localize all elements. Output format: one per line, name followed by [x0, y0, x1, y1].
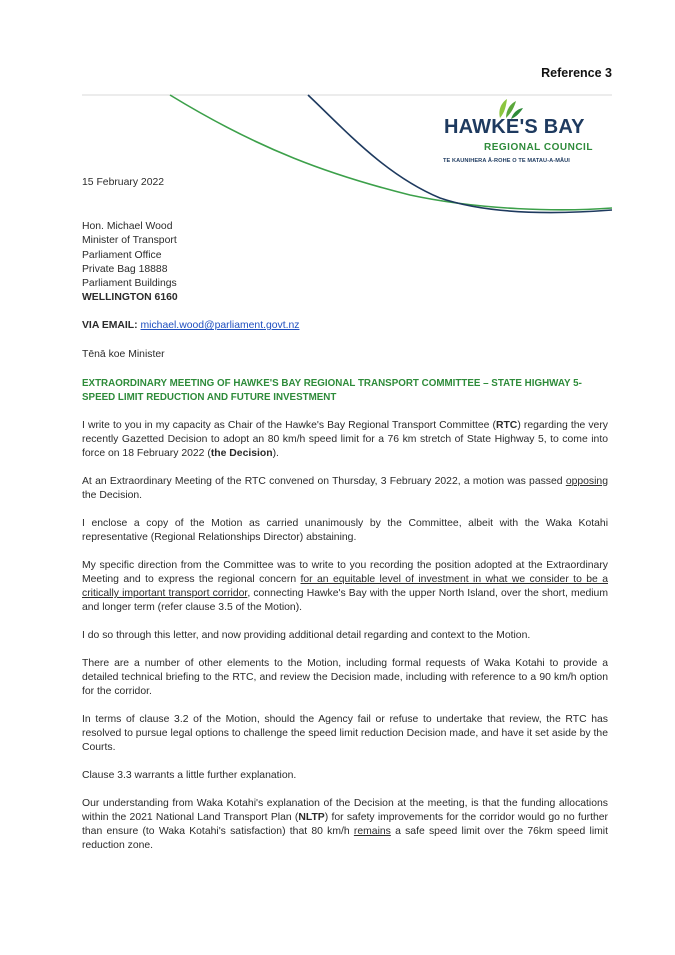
logo-council: REGIONAL COUNCIL	[484, 142, 593, 153]
paragraph-9	[82, 797, 608, 853]
text-run: , connecting Hawke's Bay with the upper North Island, over the short, medium and longer term (refer clause 3.5 of the Motion).	[82, 588, 608, 613]
via-email	[82, 320, 299, 331]
address-line: WELLINGTON 6160	[82, 292, 178, 304]
subject-heading: EXTRAORDINARY MEETING OF HAWKE'S BAY REGIONAL TRANSPORT COMMITTEE – STATE HIGHWAY 5-SPEED LIMIT REDUCTION AND FUTURE INVESTMENT	[82, 378, 582, 403]
logo-name: HAWKE'S BAY	[444, 116, 585, 138]
address-line: Minister of Transport	[82, 235, 177, 247]
text-run: My specific direction from the Committee was to write to you recording the position adopted at the Extraordinary Meeting and to express the regional concern	[82, 560, 608, 585]
paragraph-4	[82, 559, 608, 615]
text-run: NLTP	[298, 812, 325, 823]
greeting: Tēnā koe Minister	[82, 349, 165, 360]
text-run: I write to you in my capacity as Chair of the Hawke's Bay Regional Transport Committee (	[82, 420, 496, 431]
text-run: the Decision.	[82, 490, 143, 501]
address-line: Parliament Office	[82, 249, 162, 261]
paragraph-7: In terms of clause 3.2 of the Motion, should the Agency fail or refuse to undertake that review, the RTC has resolved to pursue legal options to challenge the speed limit reduction Decision made, and have it set aside by the Courts.	[82, 714, 608, 753]
text-run: the Decision	[210, 448, 273, 459]
navy-swoosh	[308, 95, 612, 212]
address-line: Hon. Michael Wood	[82, 221, 173, 232]
paragraph-3: I enclose a copy of the Motion as carried unanimously by the Committee, albeit with the Waka Kotahi representative (Regional Relationships Director) abstaining.	[82, 518, 608, 543]
text-run: RTC	[495, 420, 518, 431]
logo-tagline: TE KAUNIHERA Ā-ROHE O TE MATAU-A-MĀUI	[443, 158, 570, 164]
text-run: ) regarding the very recently Gazetted Decision to adopt an 80 km/h speed limit for a 76 km stretch of State Highway 5, to come into force on 18 February 2022 (	[82, 420, 608, 459]
text-run: ) for safety improvements for the corridor would go no further than ensure (to Waka Kotahi's satisfaction) that 80 km/h	[82, 812, 608, 837]
email-link[interactable]: michael.wood@parliament.govt.nz	[140, 320, 300, 331]
text-run: remains	[353, 826, 391, 837]
text-run: for an equitable level of investment in what we consider to be a critically important transport corridor	[82, 574, 608, 599]
paragraph-5: I do so through this letter, and now providing additional detail regarding and context to the Motion.	[82, 630, 531, 641]
text-run: At an Extraordinary Meeting of the RTC convened on Thursday, 3 February 2022, a motion was passed	[82, 476, 566, 487]
text-run: ).	[272, 448, 279, 459]
text-run: opposing	[565, 476, 608, 487]
reference-label: Reference 3	[541, 66, 612, 80]
text-run: Our understanding from Waka Kotahi's explanation of the Decision at the meeting, is that the funding allocations within the 2021 National Land Transport Plan (	[82, 798, 608, 823]
paragraph-6: There are a number of other elements to the Motion, including formal requests of Waka Kotahi to provide a detailed technical briefing to the RTC, and review the Decision made, including with reference to a 90 km/h option for the corridor.	[82, 658, 608, 697]
paragraph-2	[82, 475, 608, 503]
header-swoosh-graphic	[0, 0, 675, 230]
via-email-label: VIA EMAIL:	[82, 320, 138, 331]
address-line: Private Bag 18888	[82, 263, 168, 275]
address-line: Parliament Buildings	[82, 278, 177, 290]
recipient-address	[82, 220, 178, 306]
paragraph-1	[82, 419, 608, 461]
letter-date: 15 February 2022	[82, 177, 165, 188]
paragraph-8: Clause 3.3 warrants a little further explanation.	[82, 770, 297, 781]
text-run: a safe speed limit over the 76km speed limit reduction zone.	[82, 826, 608, 851]
